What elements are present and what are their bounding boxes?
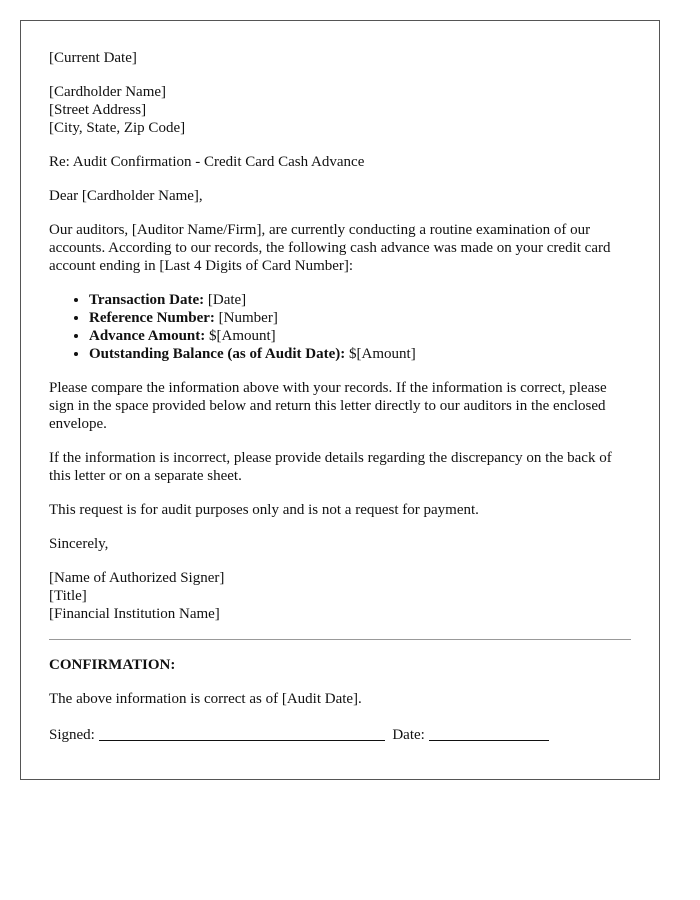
recipient-street: [Street Address] <box>49 102 147 118</box>
recipient-name: [Cardholder Name] <box>49 84 167 100</box>
incorrect-paragraph: If the information is incorrect, please provide details regarding the discrepancy on the back of this letter or on a separate sheet. <box>49 450 612 484</box>
date-label: Date: <box>392 727 425 743</box>
detail-item <box>89 291 631 309</box>
closing: Sincerely, <box>49 536 109 552</box>
detail-label: Transaction Date: <box>89 292 205 308</box>
compare-paragraph: Please compare the information above with your records. If the information is correct, please sign in the space provided below and return this letter directly to our auditors in the enclosed envelope. <box>49 380 607 432</box>
confirmation-heading: CONFIRMATION: <box>49 657 176 673</box>
signer-name: [Name of Authorized Signer] <box>49 570 225 586</box>
detail-label: Advance Amount: <box>89 328 206 344</box>
divider <box>49 639 631 640</box>
detail-value: $[Amount] <box>349 346 416 362</box>
detail-item <box>89 309 631 327</box>
detail-item <box>89 345 631 363</box>
signer-title: [Title] <box>49 588 87 604</box>
signed-label: Signed: <box>49 727 95 743</box>
recipient-city: [City, State, Zip Code] <box>49 120 186 136</box>
salutation: Dear [Cardholder Name], <box>49 188 203 204</box>
signature-row <box>49 724 631 744</box>
detail-value: [Number] <box>218 310 278 326</box>
date-line[interactable] <box>429 726 549 741</box>
transaction-details-list <box>49 291 631 363</box>
detail-label: Outstanding Balance (as of Audit Date): <box>89 346 346 362</box>
letter-date: [Current Date] <box>49 50 137 66</box>
confirmation-statement: The above information is correct as of [Audit Date]. <box>49 691 362 707</box>
signer-block <box>49 569 631 623</box>
detail-item <box>89 327 631 345</box>
intro-paragraph: Our auditors, [Auditor Name/Firm], are currently conducting a routine examination of our accounts. According to our records, the following cash advance was made on your credit card account ending in [Last 4 Digits of Card Number]: <box>49 222 611 274</box>
letter-page <box>20 20 660 780</box>
detail-value: $[Amount] <box>209 328 276 344</box>
subject-line: Re: Audit Confirmation - Credit Card Cash Advance <box>49 154 365 170</box>
detail-value: [Date] <box>207 292 247 308</box>
signature-line[interactable] <box>99 726 385 741</box>
purpose-paragraph: This request is for audit purposes only and is not a request for payment. <box>49 502 479 518</box>
recipient-address <box>49 83 631 137</box>
detail-label: Reference Number: <box>89 310 215 326</box>
signer-institution: [Financial Institution Name] <box>49 606 220 622</box>
